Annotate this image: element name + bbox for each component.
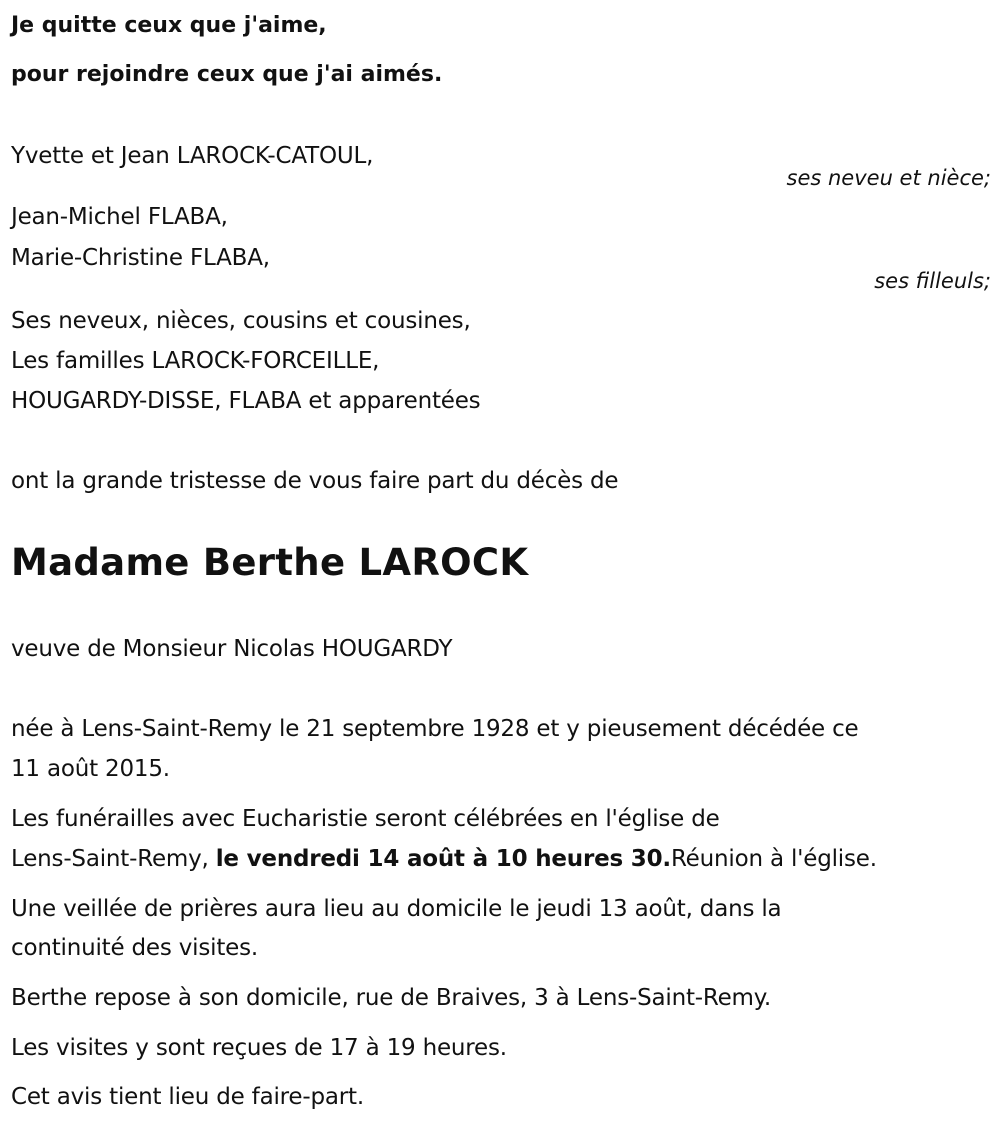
obituary-notice bbox=[11, 0, 991, 1132]
widow-of-text: veuve de Monsieur Nicolas HOUGARDY bbox=[11, 636, 453, 662]
deceased-name: Madame Berthe LAROCK bbox=[11, 541, 529, 584]
family-relation-nephew-niece: ses neveu et nièce; bbox=[786, 166, 991, 190]
visits-text: Les visites y sont reçues de 17 à 19 heures. bbox=[11, 1035, 507, 1061]
funeral-text: Les funérailles avec Eucharistie seront célébrées en l'église de bbox=[11, 806, 720, 832]
family-name: Jean-Michel FLABA, bbox=[11, 204, 228, 230]
funeral-datetime: le vendredi 14 août à 10 heures 30. bbox=[215, 846, 671, 872]
epigraph-line-1: Je quitte ceux que j'aime, bbox=[11, 13, 327, 38]
vigil-text: continuité des visites. bbox=[11, 935, 259, 961]
birth-death-text: 11 août 2015. bbox=[11, 756, 170, 782]
family-relation-godchildren: ses filleuls; bbox=[874, 269, 991, 293]
family-name: Yvette et Jean LAROCK-CATOUL, bbox=[11, 143, 374, 169]
vigil-text: Une veillée de prières aura lieu au domicile le jeudi 13 août, dans la bbox=[11, 896, 782, 922]
epigraph-line-2: pour rejoindre ceux que j'ai aimés. bbox=[11, 62, 443, 87]
family-name: Marie-Christine FLABA, bbox=[11, 245, 270, 271]
notice-text: Cet avis tient lieu de faire-part. bbox=[11, 1084, 364, 1110]
funeral-meeting: Réunion à l'église. bbox=[670, 846, 877, 872]
funeral-text bbox=[11, 844, 877, 874]
funeral-place: Lens-Saint-Remy, bbox=[11, 846, 216, 872]
resting-place-text: Berthe repose à son domicile, rue de Braives, 3 à Lens-Saint-Remy. bbox=[11, 985, 772, 1011]
birth-death-text: née à Lens-Saint-Remy le 21 septembre 1928 et y pieusement décédée ce bbox=[11, 716, 859, 742]
family-name: Les familles LAROCK-FORCEILLE, bbox=[11, 348, 380, 374]
announcement-text: ont la grande tristesse de vous faire part du décès de bbox=[11, 468, 619, 494]
family-name: HOUGARDY-DISSE, FLABA et apparentées bbox=[11, 388, 481, 414]
family-name: Ses neveux, nièces, cousins et cousines, bbox=[11, 308, 471, 334]
